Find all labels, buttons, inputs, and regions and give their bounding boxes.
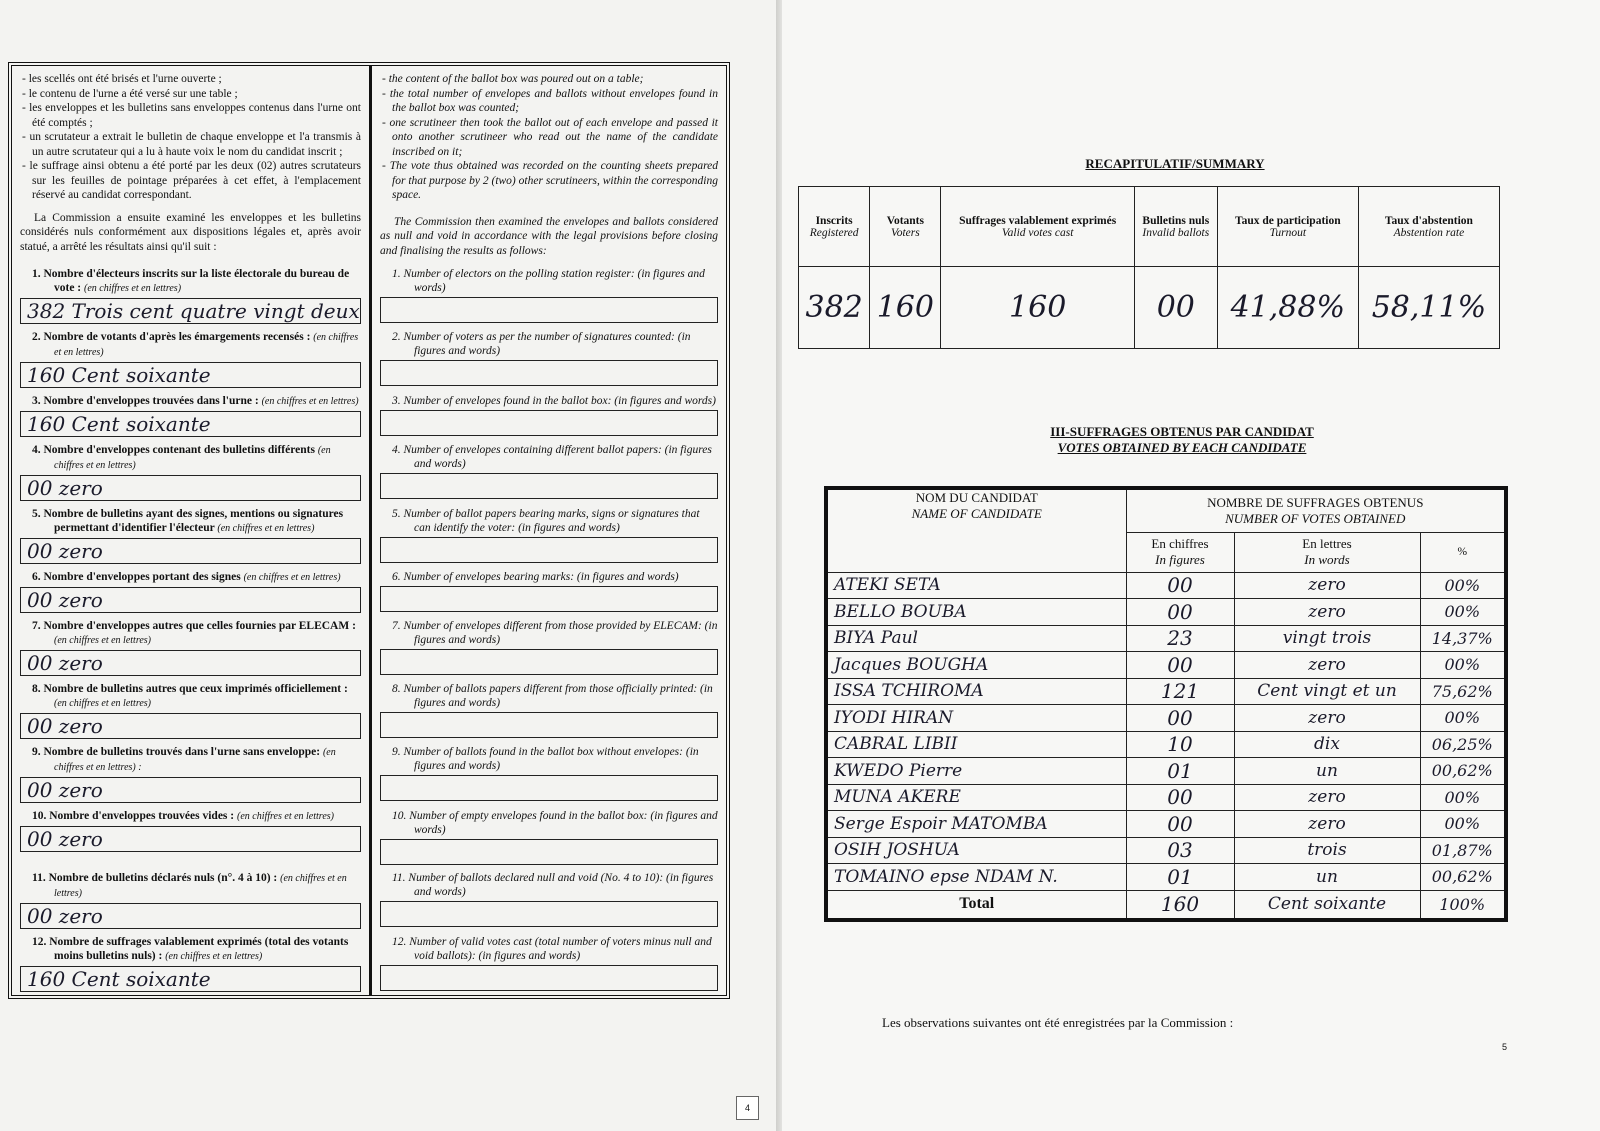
candidate-figures: 00	[1126, 652, 1234, 679]
form-item-row	[12, 327, 726, 391]
summary-header	[1358, 187, 1499, 267]
item-answer-field[interactable]	[380, 297, 718, 323]
percent-header: %	[1420, 532, 1506, 572]
french-bullets	[20, 72, 361, 203]
english-item	[372, 806, 726, 868]
counting-form	[8, 62, 730, 999]
item-label: 9. Nombre de bulletins trouvés dans l'urne sans enveloppe:	[32, 746, 321, 758]
english-bullet: - the total number of envelopes and ballots without envelopes found in the ballot box was counted;	[382, 87, 718, 114]
candidate-figures: 00	[1126, 572, 1234, 599]
candidate-figures: 10	[1126, 731, 1234, 758]
candidate-figures: 00	[1126, 811, 1234, 838]
candidate-name: BIYA Paul	[826, 625, 1126, 652]
words-header-fr: En lettres	[1302, 536, 1352, 551]
item-label: 7. Number of envelopes different from those provided by ELECAM: (in figures and words)	[392, 620, 718, 646]
item-label: 3. Nombre d'enveloppes trouvées dans l'urne :	[32, 395, 259, 407]
form-item-row	[12, 616, 726, 679]
item-label: 9. Number of ballots found in the ballot box without envelopes: (in figures and words)	[392, 746, 699, 772]
french-item	[12, 327, 372, 391]
candidate-words: vingt trois	[1234, 625, 1420, 652]
english-item	[372, 440, 726, 504]
form-item-row	[12, 567, 726, 616]
candidate-row	[826, 758, 1506, 785]
summary-header	[799, 187, 870, 267]
handwritten-answer: 382 Trois cent quatre vingt deux	[27, 299, 360, 323]
summary-header-en: Invalid ballots	[1142, 226, 1210, 239]
intro-row	[12, 66, 726, 264]
french-item	[12, 742, 372, 806]
total-figures: 160	[1126, 890, 1234, 920]
page-number: 5	[1502, 1042, 1508, 1052]
candidate-figures: 01	[1126, 864, 1234, 891]
votes-header-en: NUMBER OF VOTES OBTAINED	[1225, 510, 1406, 526]
item-label: 11. Nombre de bulletins déclarés nuls (n°. 4 à 10) :	[32, 872, 278, 884]
candidate-name: TOMAINO epse NDAM N.	[826, 864, 1126, 891]
summary-value: 58,11%	[1358, 267, 1499, 349]
english-bullet: - The vote thus obtained was recorded on the counting sheets prepared for that purpose by 2 (two) other scrutineers, within the corresponding space.	[382, 160, 718, 201]
candidate-words: Cent vingt et un	[1234, 678, 1420, 705]
summary-header-fr: Suffrages valablement exprimés	[959, 214, 1117, 227]
summary-value: 382	[799, 267, 870, 349]
observations-label: Les observations suivantes ont été enregistrées par la Commission :	[882, 1015, 1234, 1030]
item-answer-field[interactable]	[20, 362, 361, 388]
summary-header-en: Registered	[809, 226, 859, 239]
item-answer-field[interactable]	[380, 360, 718, 386]
candidate-percent: 14,37%	[1420, 625, 1506, 652]
candidate-figures: 00	[1126, 599, 1234, 626]
candidate-percent: 00%	[1420, 572, 1506, 599]
item-answer-field[interactable]	[380, 473, 718, 499]
item-answer-field[interactable]	[380, 839, 718, 865]
name-header-fr: NOM DU CANDIDAT	[915, 490, 1038, 505]
item-answer-field[interactable]	[20, 650, 361, 676]
candidate-percent: 01,87%	[1420, 837, 1506, 864]
handwritten-answer: 00 zero	[27, 904, 103, 928]
summary-value: 41,88%	[1217, 267, 1358, 349]
item-answer-field[interactable]	[20, 411, 361, 437]
candidate-words: zero	[1234, 572, 1420, 599]
summary-value: 160	[941, 267, 1134, 349]
votes-title-en: VOTES OBTAINED BY EACH CANDIDATE	[1057, 440, 1307, 455]
item-answer-field[interactable]	[380, 649, 718, 675]
french-bullet: - le contenu de l'urne a été versé sur une table ;	[22, 87, 238, 100]
item-label-wrap	[20, 330, 361, 360]
form-item-row	[12, 868, 726, 932]
item-answer-field[interactable]	[20, 966, 361, 992]
french-bullet: - un scrutateur a extrait le bulletin de chaque enveloppe et l'a transmis à un autre scrutateur qui a lu à haute voix le nom du candidat inscrit ;	[22, 131, 361, 158]
summary-header-fr: Bulletins nuls	[1142, 214, 1210, 227]
summary-value: 160	[870, 267, 941, 349]
french-bullet: - les scellés ont été brisés et l'urne ouverte ;	[22, 73, 222, 85]
candidate-words: zero	[1234, 784, 1420, 811]
french-bullet: - les enveloppes et les bulletins sans enveloppes contenus dans l'urne ont été comptés ;	[22, 102, 361, 129]
item-answer-field[interactable]	[20, 826, 361, 852]
handwritten-answer: 00 zero	[27, 714, 103, 738]
item-label: 4. Number of envelopes containing different ballot papers: (in figures and words)	[392, 444, 712, 470]
item-answer-field[interactable]	[380, 537, 718, 563]
votes-column-header	[1126, 488, 1506, 532]
summary-header-en: Turnout	[1269, 226, 1307, 239]
form-item-row	[12, 391, 726, 440]
french-item	[12, 567, 372, 616]
french-column	[12, 66, 372, 264]
summary-header-fr: Inscrits	[815, 214, 853, 227]
english-bullet: - one scrutineer then took the ballot out of each envelope and passed it onto another scrutineer who read out the name of the candidate inscribed on it;	[382, 116, 718, 158]
item-label-wrap	[20, 394, 361, 409]
name-header-en: NAME OF CANDIDATE	[911, 506, 1042, 521]
candidate-figures: 23	[1126, 625, 1234, 652]
english-item	[372, 742, 726, 806]
item-label: 6. Number of envelopes bearing marks: (in figures and words)	[392, 571, 679, 583]
total-row	[826, 890, 1506, 920]
handwritten-answer: 00 zero	[27, 476, 103, 500]
item-sublabel: (en chiffres et en lettres)	[84, 283, 182, 294]
item-answer-field[interactable]	[380, 410, 718, 436]
item-label: 1. Nombre d'électeurs inscrits sur la liste électorale du bureau de vote :	[32, 268, 350, 294]
candidate-name: Jacques BOUGHA	[826, 652, 1126, 679]
candidate-percent: 00%	[1420, 705, 1506, 732]
item-sublabel: (en chiffres et en lettres)	[165, 951, 263, 962]
item-label: 2. Number of voters as per the number of signatures counted: (in figures and words)	[392, 331, 691, 357]
item-label-wrap	[20, 745, 361, 775]
handwritten-answer: 160 Cent soixante	[27, 363, 211, 387]
left-page	[0, 0, 780, 1131]
item-label: 8. Number of ballots papers different from those officially printed: (in figures and words)	[392, 683, 713, 709]
french-item	[12, 264, 372, 327]
summary-table	[798, 186, 1500, 349]
english-item	[372, 391, 726, 440]
candidate-name: OSIH JOSHUA	[826, 837, 1126, 864]
candidate-words: zero	[1234, 599, 1420, 626]
summary-value: 00	[1134, 267, 1217, 349]
candidate-name: Serge Espoir MATOMBA	[826, 811, 1126, 838]
votes-title	[1002, 424, 1362, 456]
item-answer-field[interactable]	[20, 298, 361, 324]
handwritten-answer: 160 Cent soixante	[27, 412, 211, 436]
french-item	[12, 504, 372, 567]
page-number: 4	[736, 1096, 759, 1120]
candidate-name: IYODI HIRAN	[826, 705, 1126, 732]
form-item-row	[12, 932, 726, 995]
english-item	[372, 567, 726, 616]
item-label: 10. Nombre d'enveloppes trouvées vides :	[32, 810, 235, 822]
candidate-words: dix	[1234, 731, 1420, 758]
english-column	[372, 66, 726, 264]
english-item	[372, 327, 726, 391]
item-label: 8. Nombre de bulletins autres que ceux imprimés officiellement :	[32, 683, 348, 695]
item-label: 5. Nombre de bulletins ayant des signes, mentions ou signatures permettant d'identifier l'électeur	[32, 508, 344, 534]
form-item-row	[12, 440, 726, 504]
french-bullet: - le suffrage ainsi obtenu a été porté par les deux (02) autres scrutateurs sur les feuilles de pointage préparées à cet effet, à l'emplacement réservé au candidat correspondant.	[22, 160, 361, 201]
right-page	[782, 0, 1600, 1131]
handwritten-answer: 00 zero	[27, 588, 103, 612]
form-item-row	[12, 264, 726, 327]
candidate-row	[826, 837, 1506, 864]
item-answer-field[interactable]	[20, 538, 361, 564]
candidate-figures: 00	[1126, 784, 1234, 811]
candidate-row	[826, 731, 1506, 758]
french-item	[12, 391, 372, 440]
french-item	[12, 932, 372, 995]
candidate-row	[826, 678, 1506, 705]
summary-header	[870, 187, 941, 267]
handwritten-answer: 00 zero	[27, 778, 103, 802]
words-header	[1234, 532, 1420, 572]
form-item-row	[12, 504, 726, 567]
candidate-figures: 00	[1126, 705, 1234, 732]
item-label: 10. Number of empty envelopes found in the ballot box: (in figures and words)	[392, 810, 718, 836]
english-bullet: - the content of the ballot box was poured out on a table;	[382, 73, 644, 85]
summary-header-en: Valid votes cast	[1001, 226, 1074, 239]
item-answer-field[interactable]	[20, 713, 361, 739]
summary-header-en: Abstention rate	[1393, 226, 1465, 239]
candidate-row	[826, 599, 1506, 626]
item-answer-field[interactable]	[380, 712, 718, 738]
item-label: 6. Nombre d'enveloppes portant des signes	[32, 571, 241, 583]
candidate-words: trois	[1234, 837, 1420, 864]
handwritten-answer: 00 zero	[27, 651, 103, 675]
candidate-percent: 75,62%	[1420, 678, 1506, 705]
candidate-votes-table	[824, 486, 1508, 922]
candidate-percent: 00%	[1420, 599, 1506, 626]
item-answer-field[interactable]	[380, 775, 718, 801]
candidate-name: BELLO BOUBA	[826, 599, 1126, 626]
summary-title: RECAPITULATIF/SUMMARY	[1085, 156, 1265, 171]
item-label: 4. Nombre d'enveloppes contenant des bulletins différents	[32, 444, 315, 456]
item-sublabel: (en chiffres et en lettres)	[54, 698, 152, 709]
item-label-wrap	[20, 570, 361, 585]
item-answer-field[interactable]	[380, 586, 718, 612]
item-answer-field[interactable]	[380, 965, 718, 991]
item-sublabel: (en chiffres et en lettres)	[217, 523, 315, 534]
item-label-wrap	[20, 682, 361, 711]
candidate-words: un	[1234, 758, 1420, 785]
item-answer-field[interactable]	[20, 903, 361, 929]
item-label-wrap	[20, 443, 361, 473]
candidate-percent: 06,25%	[1420, 731, 1506, 758]
item-answer-field[interactable]	[20, 777, 361, 803]
summary-header-fr: Taux d'abstention	[1384, 214, 1473, 227]
candidate-row	[826, 625, 1506, 652]
item-label: 12. Number of valid votes cast (total number of voters minus null and void ballots): (in figures and words)	[392, 936, 712, 962]
candidate-row	[826, 652, 1506, 679]
summary-header-fr: Votants	[886, 214, 924, 227]
english-item	[372, 932, 726, 995]
candidate-words: un	[1234, 864, 1420, 891]
english-item	[372, 504, 726, 567]
candidate-percent: 00%	[1420, 784, 1506, 811]
candidate-percent: 00,62%	[1420, 864, 1506, 891]
form-item-row	[12, 679, 726, 742]
english-paragraph: The Commission then examined the envelopes and ballots considered as null and void in accordance with the legal provisions before closing and finalising the results as follows:	[380, 215, 718, 257]
total-label: Total	[826, 890, 1126, 920]
candidate-row	[826, 572, 1506, 599]
form-item-row	[12, 742, 726, 806]
item-sublabel: (en chiffres et en lettres)	[54, 332, 359, 358]
item-sublabel: (en chiffres et en lettres)	[243, 572, 341, 583]
english-item	[372, 679, 726, 742]
candidate-row	[826, 811, 1506, 838]
item-sublabel: (en chiffres et en lettres)	[54, 635, 152, 646]
english-item	[372, 616, 726, 679]
item-label: 12. Nombre de suffrages valablement exprimés (total des votants moins bulletins nuls) :	[32, 936, 349, 962]
item-sublabel: (en chiffres et en lettres)	[261, 396, 359, 407]
candidate-percent: 00,62%	[1420, 758, 1506, 785]
english-item	[372, 264, 726, 327]
english-item	[372, 868, 726, 932]
handwritten-answer: 00 zero	[27, 539, 103, 563]
item-sublabel: (en chiffres et en lettres)	[54, 873, 347, 899]
item-label: 1. Number of electors on the polling station register: (in figures and words)	[392, 268, 705, 294]
item-label: 5. Number of ballot papers bearing marks, signs or signatures that can identify the voter: (in figures and words)	[392, 508, 700, 534]
words-header-en: In words	[1304, 552, 1350, 567]
item-label: 3. Number of envelopes found in the ballot box: (in figures and words)	[392, 395, 716, 407]
candidate-name: ATEKI SETA	[826, 572, 1126, 599]
handwritten-answer: 160 Cent soixante	[27, 967, 211, 991]
figures-header	[1126, 532, 1234, 572]
item-sublabel: (en chiffres et en lettres)	[236, 811, 334, 822]
item-label-wrap	[20, 267, 361, 296]
item-label-wrap	[20, 935, 361, 964]
summary-header-en: Voters	[890, 226, 920, 239]
candidate-name: KWEDO Pierre	[826, 758, 1126, 785]
item-label-wrap	[20, 507, 361, 536]
french-paragraph: La Commission a ensuite examiné les enveloppes et les bulletins considérés nuls conformément aux dispositions légales et, après avoir statué, a arrêté les résultats ainsi qu'il suit :	[20, 211, 361, 253]
candidate-name: ISSA TCHIROMA	[826, 678, 1126, 705]
form-item-row	[12, 806, 726, 868]
french-item	[12, 440, 372, 504]
item-label: 2. Nombre de votants d'après les émargements recensés :	[32, 331, 311, 343]
figures-header-en: In figures	[1155, 552, 1205, 567]
item-sublabel: (en chiffres et en lettres)	[54, 445, 331, 471]
english-bullets	[380, 72, 718, 203]
item-label-wrap	[20, 871, 361, 901]
candidate-percent: 00%	[1420, 652, 1506, 679]
candidate-figures: 01	[1126, 758, 1234, 785]
summary-header	[1134, 187, 1217, 267]
candidate-row	[826, 864, 1506, 891]
french-item	[12, 868, 372, 932]
french-item	[12, 806, 372, 868]
candidate-words: zero	[1234, 705, 1420, 732]
item-label: 11. Number of ballots declared null and void (No. 4 to 10): (in figures and words)	[392, 872, 714, 898]
name-column-header	[826, 488, 1126, 572]
item-label: 7. Nombre d'enveloppes autres que celles fournies par ELECAM :	[32, 620, 356, 632]
candidate-row	[826, 784, 1506, 811]
candidate-row	[826, 705, 1506, 732]
candidate-name: MUNA AKERE	[826, 784, 1126, 811]
votes-title-fr: III-SUFFRAGES OBTENUS PAR CANDIDAT	[1050, 424, 1314, 439]
summary-header	[941, 187, 1134, 267]
summary-header	[1217, 187, 1358, 267]
item-answer-field[interactable]	[20, 587, 361, 613]
item-answer-field[interactable]	[380, 901, 718, 927]
candidate-words: zero	[1234, 811, 1420, 838]
french-item	[12, 679, 372, 742]
summary-header-fr: Taux de participation	[1234, 214, 1341, 227]
candidate-name: CABRAL LIBII	[826, 731, 1126, 758]
candidate-words: zero	[1234, 652, 1420, 679]
total-words: Cent soixante	[1234, 890, 1420, 920]
french-item	[12, 616, 372, 679]
total-percent: 100%	[1420, 890, 1506, 920]
handwritten-answer: 00 zero	[27, 827, 103, 851]
item-answer-field[interactable]	[20, 475, 361, 501]
candidate-figures: 121	[1126, 678, 1234, 705]
item-label-wrap	[20, 619, 361, 648]
item-sublabel: (en chiffres et en lettres) :	[54, 747, 336, 773]
candidate-figures: 03	[1126, 837, 1234, 864]
figures-header-fr: En chiffres	[1151, 536, 1209, 551]
item-label-wrap	[20, 809, 361, 824]
candidate-percent: 00%	[1420, 811, 1506, 838]
votes-header-fr: NOMBRE DE SUFFRAGES OBTENUS	[1207, 494, 1424, 510]
form-items	[12, 264, 726, 995]
